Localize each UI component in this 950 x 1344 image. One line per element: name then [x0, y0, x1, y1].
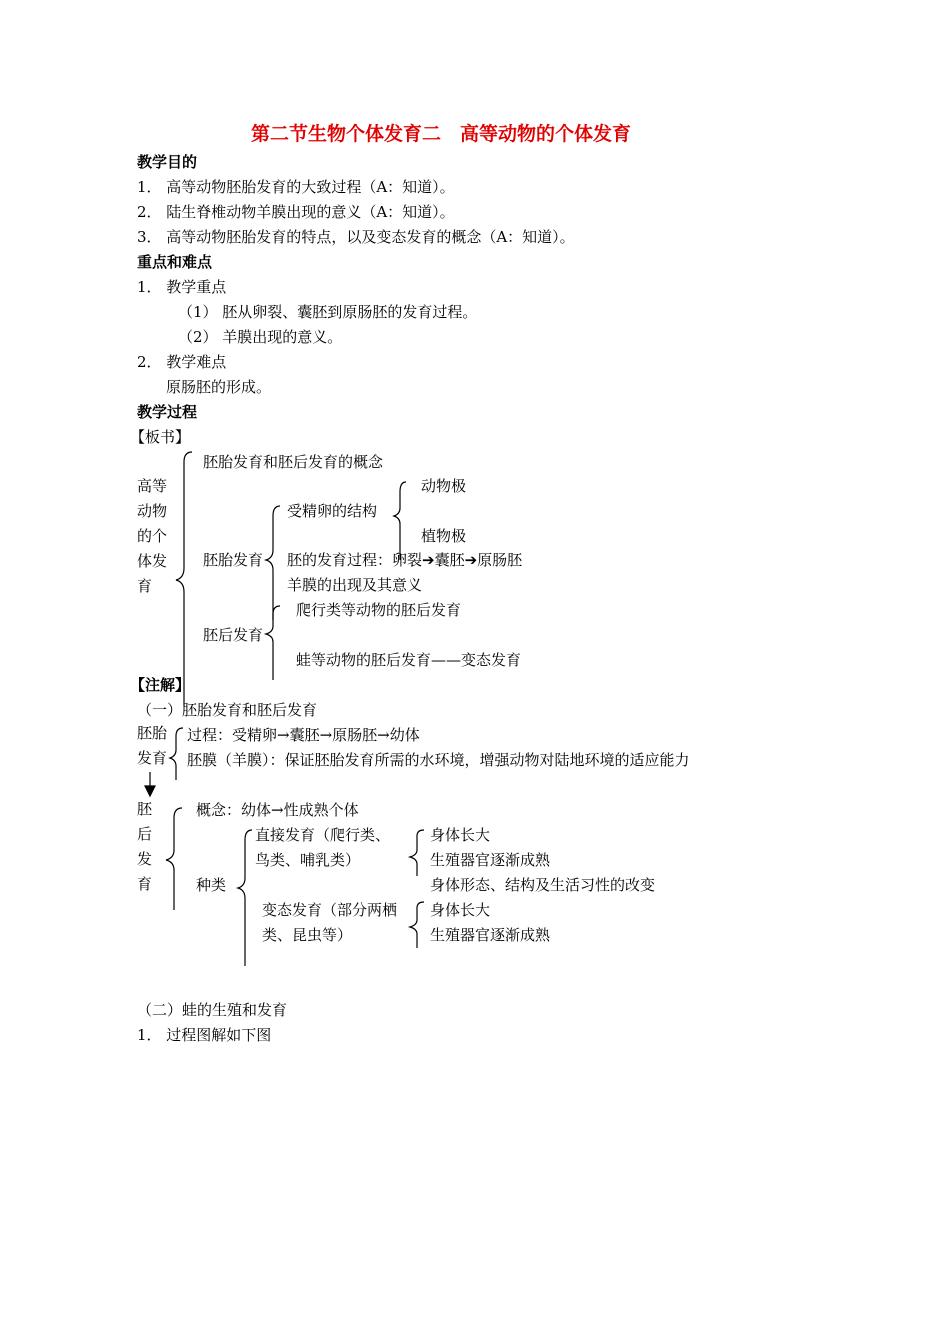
- page-title: 第二节生物个体发育二 高等动物的个体发育: [251, 123, 632, 145]
- board-embryo: 胚胎发育: [203, 551, 264, 569]
- notes-meta-1: 变态发育（部分两栖: [262, 901, 398, 919]
- board-concept: 胚胎发育和胚后发育的概念: [203, 453, 384, 471]
- board-root: 高等动物的个体发育: [137, 477, 168, 595]
- notes-post-label: 胚后发育: [137, 800, 153, 893]
- egg-brace: [394, 482, 406, 560]
- notes-section-2: （二）蛙的生殖和发育: [137, 1001, 288, 1019]
- notes-direct-2: 鸟类、哺乳类）: [255, 851, 361, 869]
- board-frog: 蛙等动物的胚后发育——变态发育: [296, 651, 522, 669]
- notes-embryo-brace: [170, 728, 183, 780]
- notes-types: 种类: [196, 876, 227, 894]
- board-post: 胚后发育: [203, 626, 264, 644]
- notes-membrane: 胚膜（羊膜）：保证胚胎发育所需的水环境，增强动物对陆地环境的适应能力: [187, 751, 690, 769]
- board-egg-structure: 受精卵的结构: [287, 502, 378, 520]
- notes-grow-2: 身体长大: [430, 901, 491, 919]
- objective-item-3: 3． 高等动物胚胎发育的特点，以及变态发育的概念（A：知道）。: [137, 228, 575, 246]
- embryo-brace: [266, 506, 280, 620]
- board-dev-process: 胚的发育过程：卵裂➔囊胚➔原肠胚: [287, 551, 523, 569]
- down-arrow-head: [145, 786, 155, 796]
- key-points-difficulty: 原肠胚的形成。: [166, 378, 272, 396]
- notes-organ-2: 生殖器官逐渐成熟: [430, 926, 551, 944]
- key-points-heading: 重点和难点: [137, 253, 213, 271]
- key-points-sub-1: （1） 胚从卵裂、囊胚到原肠胚的发育过程。: [178, 303, 478, 321]
- objective-item-1: 1． 高等动物胚胎发育的大致过程（A：知道）。: [137, 178, 455, 196]
- post-brace: [266, 606, 280, 680]
- key-points-item-1: 1． 教学重点: [137, 278, 227, 296]
- notes-shape: 身体形态、结构及生活习性的改变: [430, 876, 656, 894]
- board-reptile: 爬行类等动物的胚后发育: [296, 601, 462, 619]
- key-points-sub-2: （2） 羊膜出现的意义。: [178, 328, 343, 346]
- objective-item-2: 2． 陆生脊椎动物羊膜出现的意义（A：知道）。: [137, 203, 455, 221]
- direct-brace: [410, 830, 424, 876]
- notes-organ-1: 生殖器官逐渐成熟: [430, 851, 551, 869]
- notes-post-brace: [166, 808, 182, 910]
- notes-label: 【注解】: [130, 676, 191, 694]
- notes-grow-1: 身体长大: [430, 826, 491, 844]
- objectives-heading: 教学目的: [137, 153, 198, 171]
- notes-direct-1: 直接发育（爬行类、: [255, 826, 391, 844]
- board-label: 【板书】: [130, 428, 191, 446]
- board-main-brace: [176, 452, 192, 706]
- notes-section-1: （一）胚胎发育和胚后发育: [137, 701, 318, 719]
- notes-concept: 概念：幼体→性成熟个体: [196, 801, 359, 819]
- board-amnion: 羊膜的出现及其意义: [287, 576, 423, 594]
- notes-embryo-label: 胚胎发育: [137, 724, 168, 767]
- notes-process: 过程：受精卵→囊胚→原肠胚→幼体: [187, 726, 420, 744]
- board-animal-pole: 动物极: [421, 477, 467, 495]
- process-heading: 教学过程: [137, 403, 198, 421]
- notes-meta-2: 类、昆虫等）: [262, 926, 353, 944]
- board-vegetal-pole: 植物极: [421, 527, 467, 545]
- key-points-item-2: 2． 教学难点: [137, 353, 227, 371]
- types-brace: [238, 830, 252, 966]
- meta-brace: [410, 902, 424, 948]
- notes-item-1: 1． 过程图解如下图: [137, 1026, 272, 1044]
